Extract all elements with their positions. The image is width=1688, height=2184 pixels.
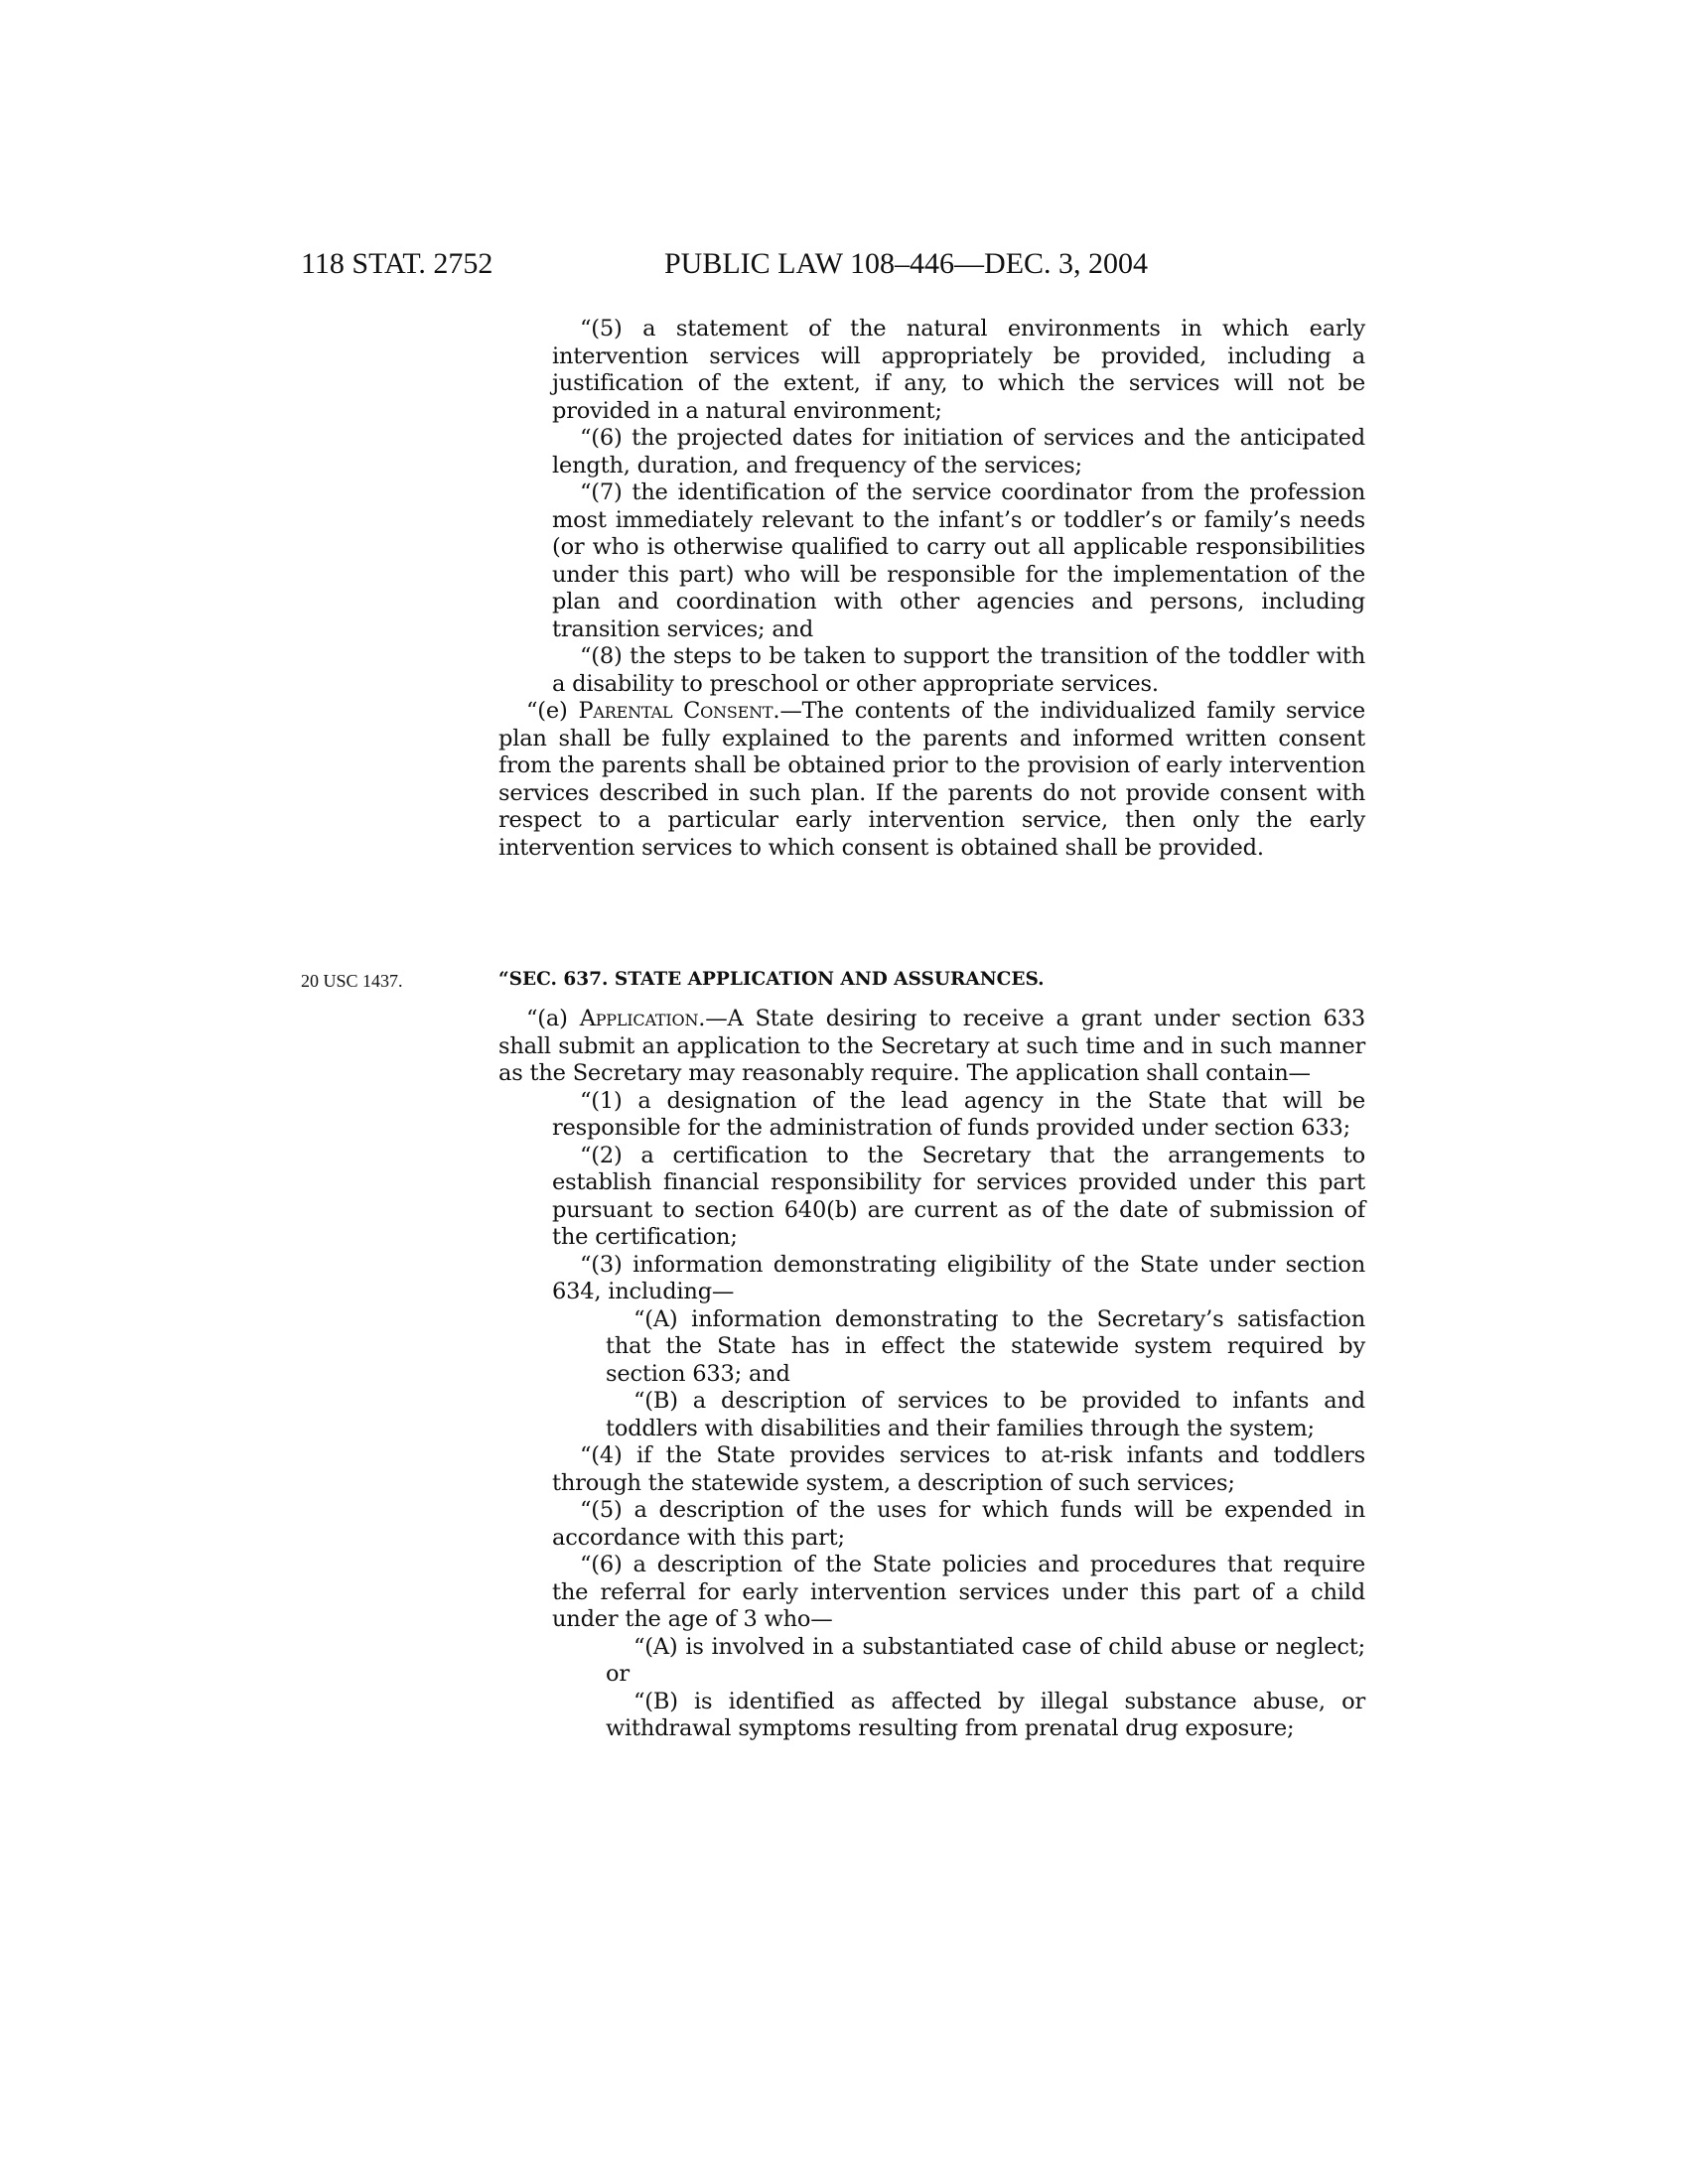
- item-3-eligibility: “(3) information demonstrating eligibility of the State under section 634, including—: [552, 1251, 1365, 1304]
- item-3A-statewide-system: “(A) information demonstrating to the Secretary’s satisfaction that the State has in effect the statewide system required by section 633; and: [606, 1305, 1365, 1387]
- paragraph-7-service-coordinator: “(7) the identification of the service coordinator from the profession most immediately relevant to the infant’s or toddler’s or family’s needs (or who is otherwise qualified to carry out all applicable responsibilities under this part) who will be responsible for the implementation of the plan and coordination with other agencies and persons, including transition services; and: [552, 479, 1365, 642]
- subsection-a-application: “(a) Application.—A State desiring to receive a grant under section 633 shall submit an application to the Secretary at such time and in such manner as the Secretary may reasonably require. The application shall contain—: [498, 1006, 1365, 1086]
- public-law-citation: PUBLIC LAW 108–446—DEC. 3, 2004: [664, 247, 1149, 280]
- page-header: [0, 246, 1688, 286]
- margin-citation: 20 USC 1437.: [301, 971, 403, 991]
- statute-page-number: 118 STAT. 2752: [301, 247, 493, 280]
- paragraph-6-projected-dates: “(6) the projected dates for initiation of services and the anticipated length, duration, and frequency of the services;: [552, 425, 1365, 478]
- paragraph-5-natural-environments: “(5) a statement of the natural environments in which early intervention services will appropriately be provided, including a justification of the extent, if any, to which the services will not be provided in a natural environment;: [552, 316, 1365, 424]
- continued-plan-contents: [498, 316, 1365, 862]
- item-6B-substance-abuse: “(B) is identified as affected by illegal substance abuse, or withdrawal symptoms resulting from prenatal drug exposure;: [606, 1688, 1365, 1741]
- item-1-lead-agency: “(1) a designation of the lead agency in the State that will be responsible for the administration of funds provided under section 633;: [552, 1087, 1365, 1141]
- item-4-at-risk-infants: “(4) if the State provides services to at-risk infants and toddlers through the statewide system, a description of such services;: [552, 1442, 1365, 1496]
- item-5-uses-of-funds: “(5) a description of the uses for which funds will be expended in accordance with this part;: [552, 1497, 1365, 1551]
- application-heading: Application.: [579, 1006, 706, 1031]
- section-637-body: [498, 1006, 1365, 1743]
- item-6-referral-policies: “(6) a description of the State policies and procedures that require the referral for early intervention services under this part of a child under the age of 3 who—: [552, 1552, 1365, 1632]
- item-2-certification: “(2) a certification to the Secretary that the arrangements to establish financial responsibility for services provided under this part pursuant to section 640(b) are current as of the date of submission of the certification;: [552, 1142, 1365, 1250]
- parental-consent-heading: Parental Consent.: [578, 698, 780, 724]
- item-6A-child-abuse: “(A) is involved in a substantiated case of child abuse or neglect; or: [606, 1633, 1365, 1687]
- item-3B-services-description: “(B) a description of services to be provided to infants and toddlers with disabilities and their families through the system;: [606, 1388, 1365, 1441]
- paragraph-8-transition-steps: “(8) the steps to be taken to support the transition of the toddler with a disability to preschool or other appropriate services.: [552, 643, 1365, 697]
- subsection-e-parental-consent: “(e) Parental Consent.—The contents of the individualized family service plan shall be fully explained to the parents and informed written consent from the parents shall be obtained prior to the provision of early intervention services described in such plan. If the parents do not provide consent with respect to a particular early intervention service, then only the early intervention services to which consent is obtained shall be provided.: [498, 698, 1365, 861]
- section-637-heading: “SEC. 637. STATE APPLICATION AND ASSURANCES.: [498, 969, 1045, 990]
